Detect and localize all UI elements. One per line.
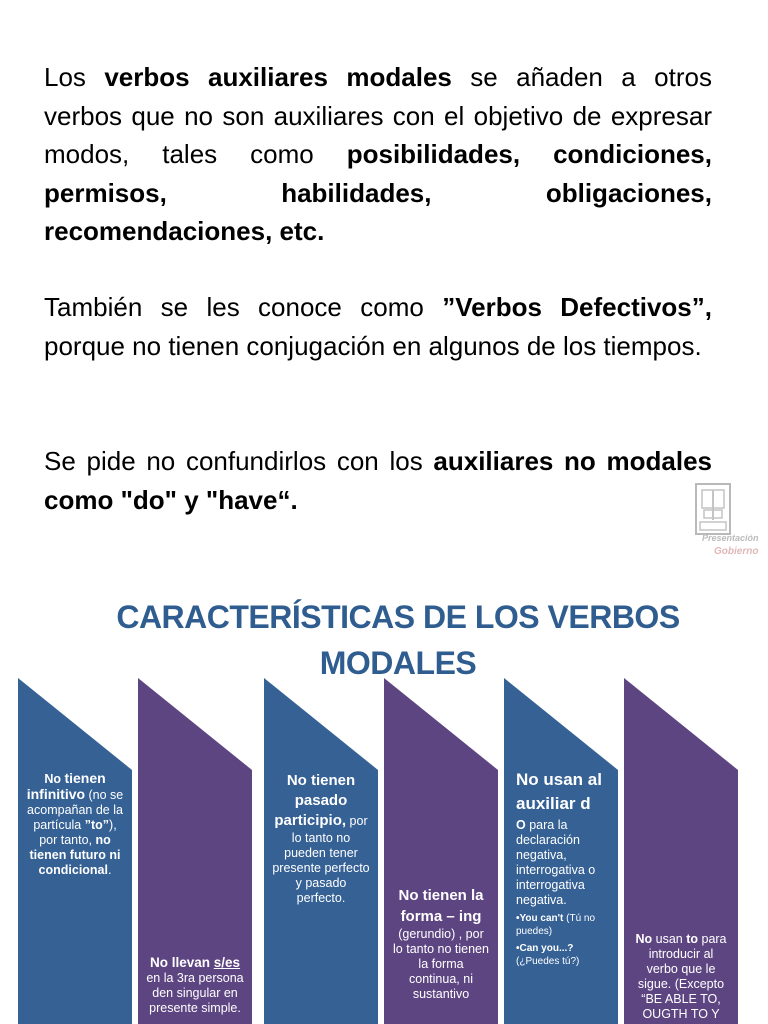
bold-text: ”to”	[84, 818, 110, 832]
feature-card-6	[624, 678, 738, 1024]
bold-text: posibilidades, condiciones, permisos, habilidades, obligaciones, recomendaciones, etc.	[44, 139, 712, 246]
text: para introducir al verbo que le sigue. (Excepto “BE ABLE TO, OUGTH TO Y	[637, 932, 727, 1021]
bold-text: to	[686, 932, 699, 946]
bold-text: O	[516, 818, 526, 832]
bold-text: tienen infinitivo	[26, 770, 106, 802]
bold-text: ”Verbos Defectivos”,	[442, 292, 712, 322]
card-text	[516, 768, 610, 968]
bold-text: •You can't	[516, 913, 564, 924]
text: (¿Puedes tú?)	[516, 956, 580, 967]
text: No	[44, 772, 65, 786]
text: (no se acompañan de la partícula	[27, 788, 124, 832]
text: ), por tanto,	[39, 818, 117, 847]
feature-card-5	[504, 678, 618, 1024]
card-text	[272, 771, 370, 906]
card-text	[392, 885, 490, 1002]
feature-card-1	[18, 678, 132, 1024]
bold-text: s/es	[213, 955, 241, 970]
bold-text: No usan al auxiliar d	[516, 770, 602, 813]
bold-text: no tienen futuro ni condicional	[29, 833, 121, 877]
bullet-item	[516, 942, 610, 968]
text: (gerundio) , por lo tanto no tienen la forma continua, ni sustantivo	[393, 927, 489, 1001]
bold-text: No llevan	[149, 955, 214, 970]
text: para la declaración negativa, interrogativa o interrogativa negativa.	[516, 818, 596, 907]
feature-card-3	[264, 678, 378, 1024]
bold-text: auxiliares no modales como "do" y "have“.	[44, 446, 712, 515]
section-heading: MODALES	[319, 645, 477, 681]
feature-card-2	[138, 678, 252, 1024]
card-text	[632, 932, 730, 1022]
text: Los	[44, 62, 105, 92]
text: También se les conoce como	[44, 292, 443, 322]
text: Se pide no confundirlos con los	[44, 446, 434, 476]
bold-text: No	[635, 932, 653, 946]
text: (Tú no puedes)	[516, 913, 596, 937]
section-heading: CARACTERÍSTICAS DE LOS VERBOS	[116, 599, 680, 635]
logo-text: Presentación	[702, 533, 759, 543]
card-text	[146, 955, 244, 1016]
card-text	[26, 771, 124, 878]
text: se añaden a otros verbos que no son auxiliares con el objetivo de expresar modos, tales como	[44, 62, 712, 169]
text: usan	[652, 932, 687, 946]
text: .	[107, 863, 112, 877]
logo-text: Gobierno	[714, 546, 759, 557]
intro-paragraph-1	[44, 58, 712, 251]
bold-text: •Can you...?	[516, 943, 574, 954]
text: porque no tienen conjugación en algunos de los tiempos.	[44, 330, 702, 361]
text: por lo tanto no pueden tener presente perfecto y pasado perfecto.	[272, 814, 370, 905]
bullet-item	[516, 912, 610, 938]
bold-text: No tienen la forma – ing	[398, 887, 484, 925]
feature-card-4	[384, 678, 498, 1024]
bold-text: verbos auxiliares modales	[104, 62, 452, 92]
bold-text: No tienen pasado participio,	[274, 772, 356, 829]
text: en la 3ra persona den singular en presente simple.	[146, 971, 244, 1015]
watermark-logo	[690, 480, 762, 564]
intro-paragraph-3	[44, 442, 712, 519]
intro-paragraph-2	[44, 288, 712, 365]
